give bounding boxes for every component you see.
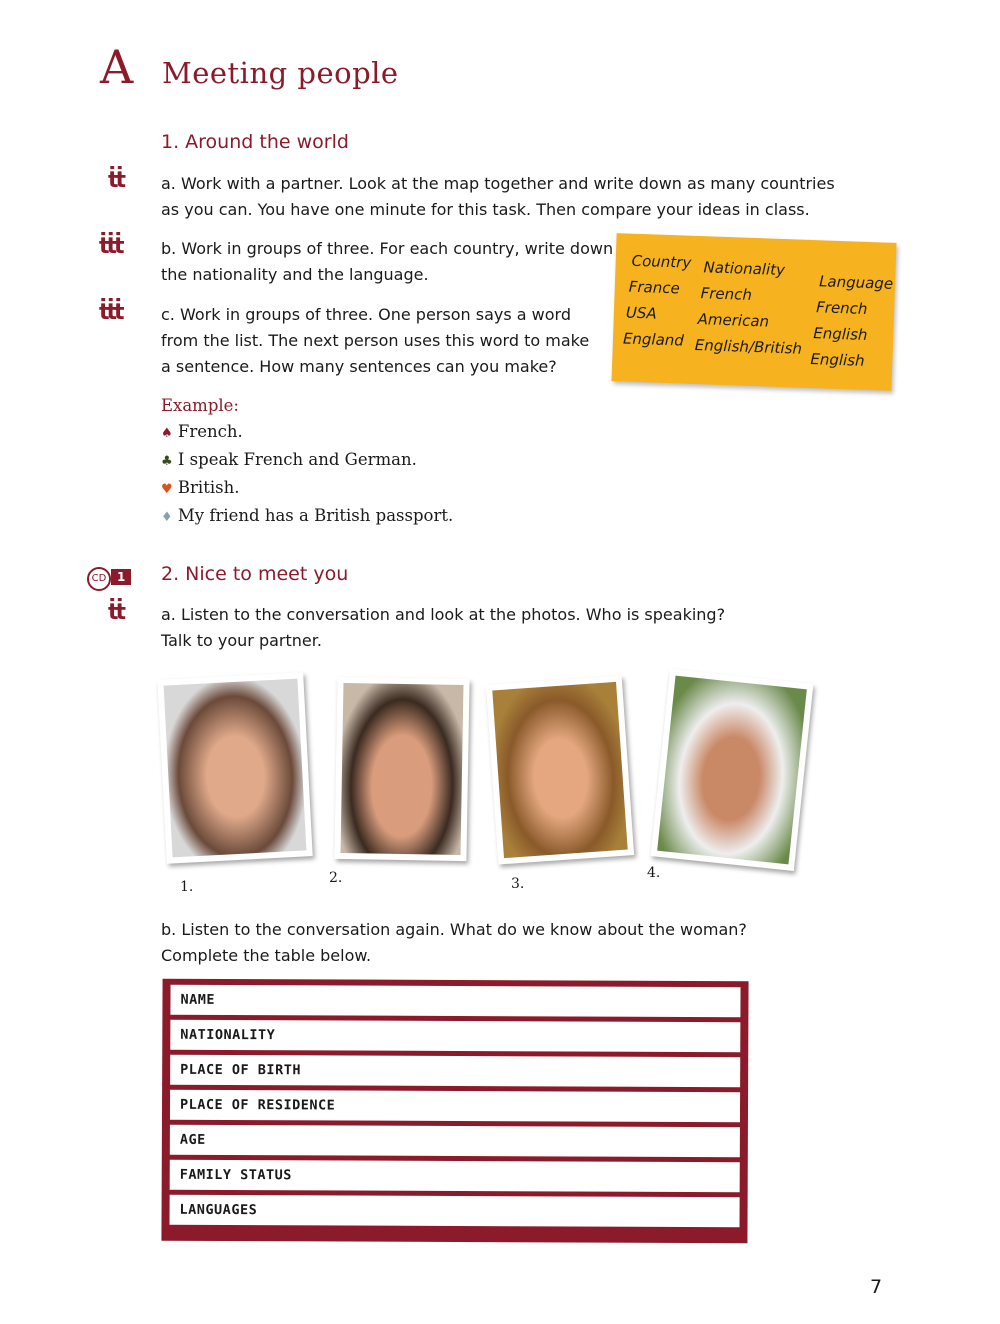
- photo-label: 4.: [647, 865, 661, 881]
- info-table: [161, 979, 748, 1244]
- cd-track-badge[interactable]: [87, 566, 131, 591]
- table-row-age[interactable]: AGE: [170, 1125, 740, 1157]
- task-line: the nationality and the language.: [161, 265, 429, 284]
- group-work-icon: ṫṫṫ: [99, 300, 122, 325]
- heart-icon: ♥: [161, 482, 173, 497]
- photo-young-man: [334, 677, 469, 861]
- photo-young-woman: [486, 675, 634, 864]
- photo-label: 3.: [511, 876, 525, 892]
- page-number: 7: [870, 1276, 883, 1298]
- cd-track-number: 1: [111, 569, 131, 585]
- photo-older-man: [651, 669, 814, 871]
- section-1-title: 1. Around the world: [161, 131, 349, 153]
- table-row-place-of-birth[interactable]: PLACE OF BIRTH: [170, 1055, 740, 1087]
- table-row-languages[interactable]: LANGUAGES: [170, 1195, 740, 1227]
- table-row-name[interactable]: NAME: [170, 985, 740, 1017]
- task-1b: [161, 236, 613, 288]
- task-line: b. Listen to the conversation again. What do we know about the woman?: [161, 920, 747, 939]
- task-line: c. Work in groups of three. One person says a word: [161, 305, 571, 324]
- note-header: Country: [631, 251, 692, 272]
- task-2b: [161, 917, 747, 969]
- note-cell: England: [622, 329, 685, 350]
- photo-label: 2.: [329, 870, 343, 886]
- group-work-icon: ṫṫṫ: [99, 234, 122, 259]
- task-1c: [161, 302, 589, 380]
- task-line: a sentence. How many sentences can you make?: [161, 357, 557, 376]
- task-line: Complete the table below.: [161, 946, 372, 965]
- photo-label: 1.: [180, 879, 194, 895]
- table-row-nationality[interactable]: NATIONALITY: [170, 1020, 740, 1052]
- note-cell: English: [810, 350, 865, 370]
- cd-icon: CD: [87, 567, 111, 591]
- note-cell: English: [812, 324, 868, 344]
- example-item: [161, 447, 453, 475]
- task-line: from the list. The next person uses this word to make: [161, 331, 590, 350]
- task-line: a. Listen to the conversation and look at the photos. Who is speaking?: [161, 605, 726, 624]
- diamond-icon: ♦: [161, 510, 173, 525]
- task-line: a. Work with a partner. Look at the map together and write down as many countries: [161, 174, 835, 193]
- example-item: [161, 503, 453, 531]
- note-cell: USA: [625, 303, 657, 323]
- example-text: My friend has a British passport.: [177, 506, 454, 525]
- task-line: as you can. You have one minute for this task. Then compare your ideas in class.: [161, 200, 810, 219]
- table-row-family-status[interactable]: FAMILY STATUS: [170, 1160, 740, 1192]
- note-cell: French: [700, 284, 753, 304]
- pair-work-icon: ṫṫ: [108, 168, 124, 193]
- example-list: [161, 419, 453, 531]
- pair-work-icon: ṫṫ: [108, 600, 124, 625]
- task-line: b. Work in groups of three. For each country, write down: [161, 239, 614, 258]
- example-text: I speak French and German.: [177, 450, 417, 469]
- spade-icon: ♠: [161, 426, 173, 441]
- task-2a: [161, 602, 725, 654]
- note-header: Language: [818, 272, 894, 293]
- example-text: British.: [177, 478, 240, 497]
- example-label: Example:: [161, 396, 239, 415]
- task-1a: [161, 171, 835, 223]
- table-row-place-of-residence[interactable]: PLACE OF RESIDENCE: [170, 1090, 740, 1122]
- example-text: French.: [177, 422, 243, 441]
- section-2-title: 2. Nice to meet you: [161, 563, 349, 585]
- note-cell: English/British: [694, 335, 803, 358]
- task-line: Talk to your partner.: [161, 631, 322, 650]
- example-item: [161, 419, 453, 447]
- note-cell: France: [628, 277, 681, 298]
- note-cell: French: [815, 298, 868, 318]
- club-icon: ♣: [161, 454, 173, 469]
- note-cell: American: [697, 310, 770, 331]
- unit-letter: A: [100, 40, 134, 94]
- example-item: [161, 475, 453, 503]
- unit-title: Meeting people: [162, 56, 399, 90]
- note-header: Nationality: [703, 258, 786, 280]
- sticky-note: [612, 233, 897, 391]
- photo-older-woman: [157, 672, 312, 863]
